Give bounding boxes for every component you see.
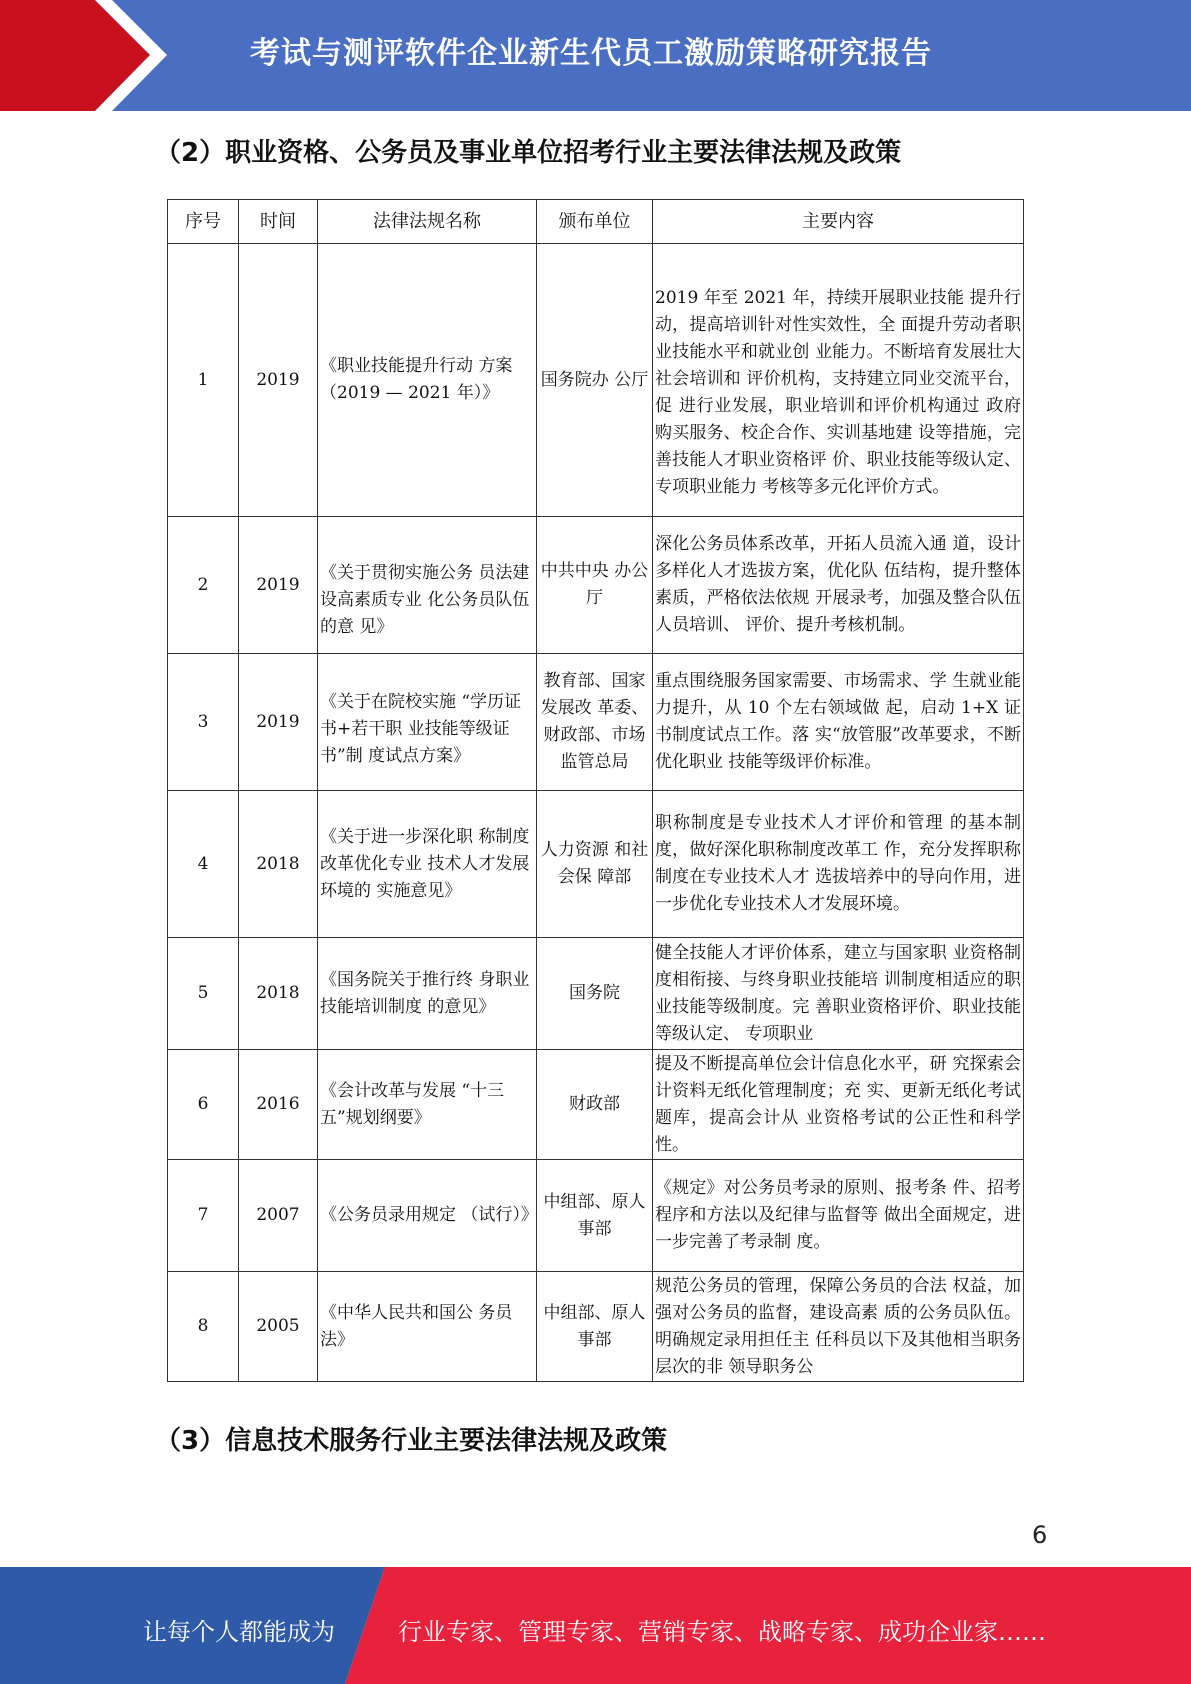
row-no: 2 [168, 517, 239, 654]
row-year: 2016 [239, 1050, 318, 1160]
row-year: 2005 [239, 1272, 318, 1382]
row-year: 2018 [239, 791, 318, 938]
row-content: 提及不断提高单位会计信息化水平，研 究探索会计资料无纸化管理制度；充 实、更新无纸化考试题库，提高会计从 业资格考试的公正性和科学性。 [653, 1050, 1024, 1160]
column-header-name: 法律法规名称 [318, 200, 537, 244]
row-no: 3 [168, 654, 239, 791]
row-law-name: 《国务院关于推行终 身职业技能培训制度 的意见》 [318, 938, 537, 1050]
page-footer [0, 1567, 1191, 1684]
row-year: 2018 [239, 938, 318, 1050]
row-no: 4 [168, 791, 239, 938]
row-no: 5 [168, 938, 239, 1050]
row-law-name: 《公务员录用规定 （试行）》 [318, 1160, 537, 1272]
row-no: 6 [168, 1050, 239, 1160]
table-row [168, 1272, 1024, 1382]
row-content: 规范公务员的管理，保障公务员的合法 权益，加强对公务员的监督，建设高素 质的公务员队伍。明确规定录用担任主 任科员以下及其他相当职务层次的非 领导职务公 [653, 1272, 1024, 1382]
row-content: 《规定》对公务员考录的原则、报考条 件、招考程序和方法以及纪律与监督等 做出全面规定，进一步完善了考录制 度。 [653, 1160, 1024, 1272]
row-no: 8 [168, 1272, 239, 1382]
row-issuer: 中组部、原人事部 [537, 1160, 653, 1272]
row-year: 2019 [239, 654, 318, 791]
section-heading: （3）信息技术服务行业主要法律法规及政策 [155, 1426, 668, 1456]
row-year: 2019 [239, 244, 318, 517]
page-header [0, 0, 1191, 111]
row-issuer: 中共中央 办公厅 [537, 517, 653, 654]
row-no: 1 [168, 244, 239, 517]
column-header-year: 时间 [239, 200, 318, 244]
column-header-content: 主要内容 [653, 200, 1024, 244]
row-law-name: 《关于贯彻实施公务 员法建设高素质专业 化公务员队伍的意 见》 [318, 517, 537, 654]
row-issuer: 国务院 [537, 938, 653, 1050]
row-law-name: 《职业技能提升行动 方案（2019 — 2021 年）》 [318, 244, 537, 517]
table-row [168, 517, 1024, 654]
table-row [168, 654, 1024, 791]
table-row [168, 244, 1024, 517]
row-year: 2007 [239, 1160, 318, 1272]
row-year: 2019 [239, 517, 318, 654]
row-law-name: 《关于进一步深化职 称制度改革优化专业 技术人才发展环境的 实施意见》 [318, 791, 537, 938]
row-issuer: 国务院办 公厅 [537, 244, 653, 517]
row-law-name: 《会计改革与发展 “十三五”规划纲要》 [318, 1050, 537, 1160]
table-row [168, 1160, 1024, 1272]
column-header-issuer: 颁布单位 [537, 200, 653, 244]
section-heading: （2）职业资格、公务员及事业单位招考行业主要法律法规及政策 [155, 138, 902, 168]
report-title: 考试与测评软件企业新生代员工激励策略研究报告 [250, 36, 932, 71]
row-no: 7 [168, 1160, 239, 1272]
row-law-name: 《中华人民共和国公 务员法》 [318, 1272, 537, 1382]
row-law-name: 《关于在院校实施 “学历证书+若干职 业技能等级证书”制 度试点方案》 [318, 654, 537, 791]
policy-table [167, 199, 1024, 1382]
table-row [168, 791, 1024, 938]
row-issuer: 财政部 [537, 1050, 653, 1160]
row-issuer: 教育部、国家发展改 革委、财政部、市场监管总局 [537, 654, 653, 791]
footer-slogan-right: 行业专家、管理专家、营销专家、战略专家、成功企业家…… [398, 1618, 1046, 1646]
column-header-no: 序号 [168, 200, 239, 244]
row-content: 健全技能人才评价体系，建立与国家职 业资格制度相衔接、与终身职业技能培 训制度相适应的职业技能等级制度。完 善职业资格评价、职业技能等级认定、 专项职业 [653, 938, 1024, 1050]
footer-slogan-left: 让每个人都能成为 [143, 1618, 335, 1646]
table-header-row [168, 200, 1024, 244]
table-row [168, 938, 1024, 1050]
row-issuer: 人力资源 和社会保 障部 [537, 791, 653, 938]
row-issuer: 中组部、原人事部 [537, 1272, 653, 1382]
row-content: 重点围绕服务国家需要、市场需求、学 生就业能力提升，从 10 个左右领域做 起，启动 1+X 证书制度试点工作。落 实“放管服”改革要求，不断优化职业 技能等级评价标准。 [653, 654, 1024, 791]
table-row [168, 1050, 1024, 1160]
row-content: 职称制度是专业技术人才评价和管理 的基本制度，做好深化职称制度改革工 作，充分发挥职称制度在专业技术人才 选拔培养中的导向作用，进一步优化专业技术人才发展环境。 [653, 791, 1024, 938]
row-content: 深化公务员体系改革，开拓人员流入通 道，设计多样化人才选拔方案，优化队 伍结构，提升整体素质，严格依法依规 开展录考，加强及整合队伍人员培训、 评价、提升考核机制。 [653, 517, 1024, 654]
page-number: 6 [1032, 1521, 1048, 1549]
row-content: 2019 年至 2021 年，持续开展职业技能 提升行动，提高培训针对性实效性，全 面提升劳动者职业技能水平和就业创 业能力。不断培育发展壮大社会培训和 评价机构，支持建立同业交流平台，促 进行业发展，职业培训和评价机构通过 政府购买服务、校企合作、实训基地建 设等措施，完善技能人才职业资格评 价、职业技能等级认定、专项职业能力 考核等多元化评价方式。 [653, 244, 1024, 517]
